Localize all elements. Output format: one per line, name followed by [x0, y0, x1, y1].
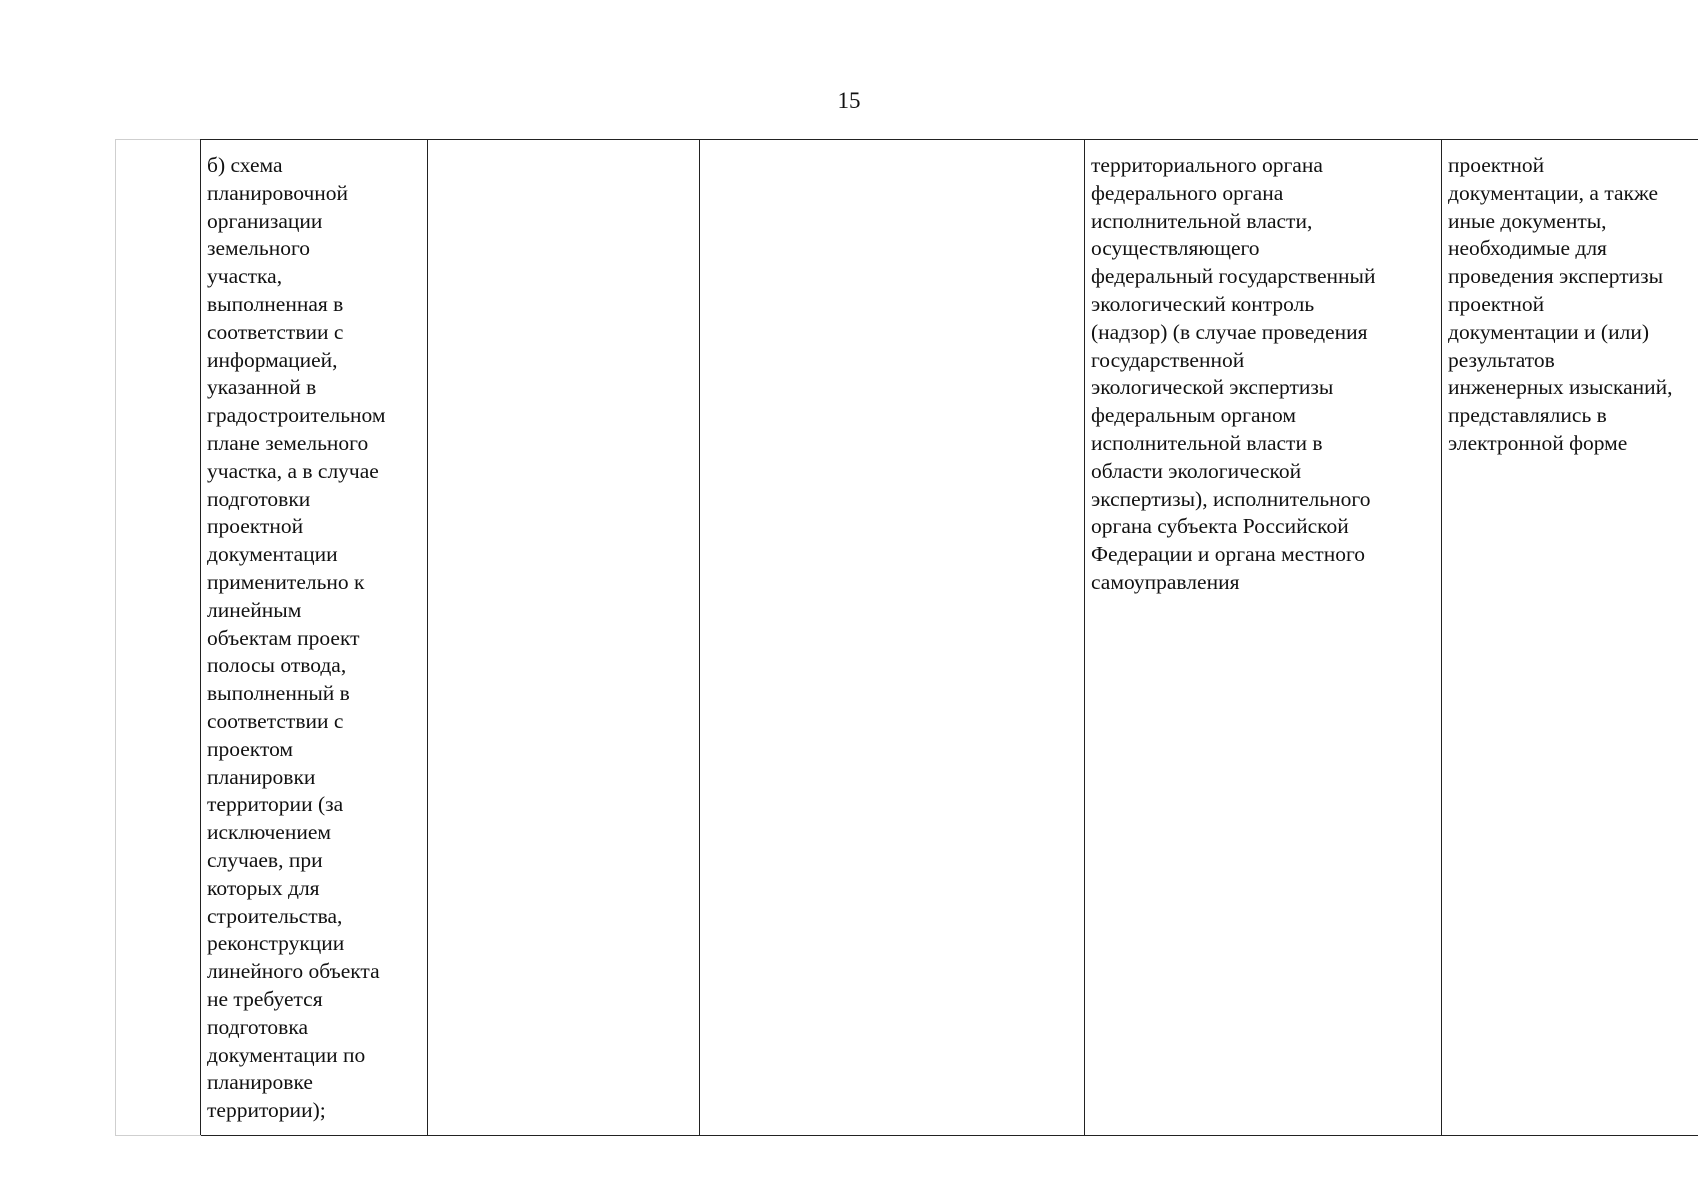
- table-cell-col2: [201, 140, 428, 1136]
- table-cell-col5: [1085, 140, 1442, 1136]
- table-row: [116, 140, 1698, 1136]
- cell-text-col6: проектной документации, а также иные документы, необходимые для проведения экспертизы проектной документации и (или) результатов инженерных изысканий, представлялись в электронной форме: [1448, 153, 1673, 455]
- table-cell-col4: [700, 140, 1085, 1136]
- page-number: 15: [837, 88, 861, 113]
- cell-text-col5: территориального органа федерального органа исполнительной власти, осуществляющего федеральный государственный экологический контроль (надзор) (в случае проведения государственной экологической экспертизы федеральным органом исполнительной власти в области экологической экспертизы), исполнительного органа субъекта Российской Федерации и органа местного самоуправления: [1091, 153, 1376, 594]
- cell-text-col2: б) схема планировочной организации земельного участка, выполненная в соответствии с информацией, указанной в градостроительном плане земельного участка, а в случае подготовки проектной документации применительно к линейным объектам проект полосы отвода, выполненный в соответствии с проектом планировки территории (за исключением случаев, при которых для строительства, реконструкции линейного объекта не требуется подготовка документации по планировке территории);: [207, 153, 386, 1123]
- table-cell-col3: [428, 140, 700, 1136]
- table-cell-col1: [116, 140, 201, 1136]
- document-table: [115, 139, 1698, 1136]
- table-cell-col6: [1442, 140, 1698, 1136]
